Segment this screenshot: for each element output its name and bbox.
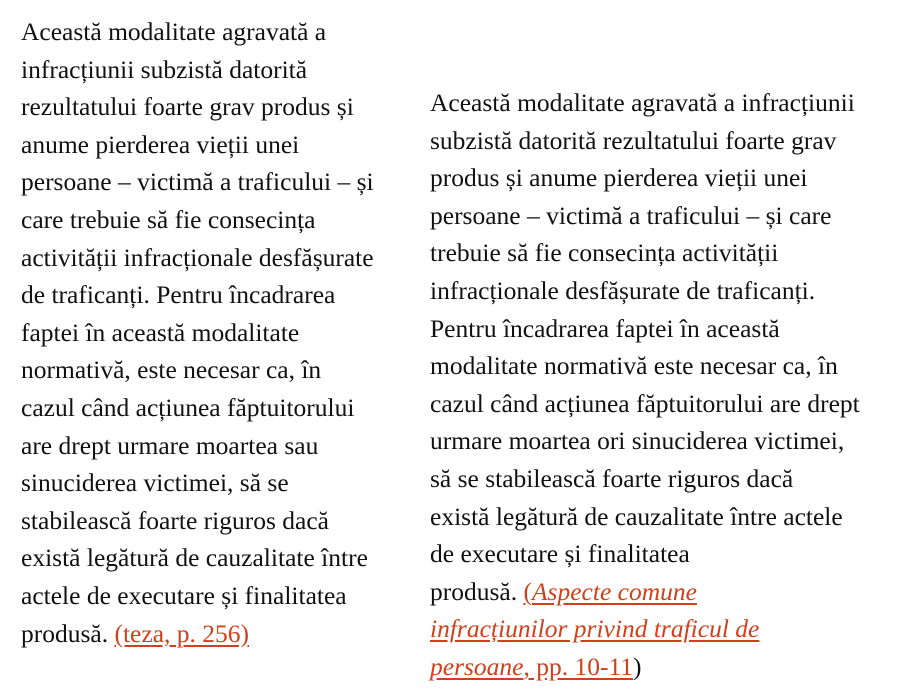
- right-line: cazul când acțiunea făptuitorului are drept: [430, 388, 860, 418]
- left-last-text: produsă.: [21, 618, 115, 648]
- right-line: produs și anume pierderea vieții unei: [430, 163, 808, 193]
- left-last-line: [21, 615, 416, 653]
- right-citation-line-3: [430, 648, 908, 686]
- left-line: actele de executare și finalitatea: [21, 580, 347, 610]
- right-citation-link-cont[interactable]: [430, 614, 759, 643]
- right-citation-line-2: [430, 610, 908, 648]
- left-line: cazul când acțiunea făptuitorului: [21, 392, 355, 422]
- right-citation-link-end[interactable]: [430, 652, 633, 681]
- right-line: Pentru încadrarea faptei în această: [430, 313, 780, 343]
- right-line: să se stabilească foarte riguros dacă: [430, 463, 794, 493]
- right-citation-line-1: [430, 573, 908, 611]
- right-line: există legătură de cauzalitate între actele: [430, 501, 843, 531]
- left-line: rezultatului foarte grav produs și: [21, 92, 354, 122]
- right-line: Această modalitate agravată a infracțiunii: [430, 88, 855, 117]
- left-line: de traficanți. Pentru încadrarea: [21, 280, 336, 310]
- left-line: are drept urmare moartea sau: [21, 430, 319, 460]
- left-line: activității infracționale desfășurate: [21, 242, 374, 272]
- left-line: există legătură de cauzalitate între: [21, 543, 368, 573]
- right-line: persoane – victimă a traficului – și care: [430, 200, 832, 230]
- left-line: sinuciderea victimei, să se: [21, 468, 289, 498]
- right-line: modalitate normativă este necesar ca, în: [430, 351, 838, 381]
- right-line: subzistă datorită rezultatului foarte grav: [430, 125, 837, 155]
- left-line: persoane – victimă a traficului – și: [21, 167, 374, 197]
- left-text-column: [21, 13, 416, 652]
- left-line: faptei în această modalitate: [21, 317, 300, 347]
- citation-title-part-2: infracțiunilor privind traficul de: [430, 614, 760, 644]
- left-citation-link[interactable]: (teza, p. 256): [114, 618, 250, 648]
- right-line: de executare și finalitatea: [430, 539, 690, 569]
- left-line: infracțiunii subzistă datorită: [21, 54, 308, 84]
- right-line: infracționale desfășurate de traficanți.: [430, 275, 816, 305]
- citation-pages: , pp. 10-11: [523, 651, 634, 681]
- left-line: anume pierderea vieții unei: [21, 129, 300, 159]
- left-line: Această modalitate agravată a: [21, 17, 327, 46]
- right-line: urmare moartea ori sinuciderea victimei,: [430, 426, 845, 456]
- right-citation-link[interactable]: [523, 577, 696, 606]
- right-text-column: [430, 84, 908, 686]
- right-line: trebuie să fie consecința activității: [430, 238, 779, 268]
- left-line: stabilească foarte riguros dacă: [21, 505, 329, 535]
- left-line: normativă, este necesar ca, în: [21, 355, 322, 385]
- left-line: care trebuie să fie consecința: [21, 204, 316, 234]
- citation-title-part-1: Aspecte comune: [531, 576, 697, 606]
- citation-title-part-3: persoane: [430, 651, 524, 681]
- citation-open-paren: (: [523, 576, 532, 606]
- right-citation-prefix: produsă.: [430, 576, 524, 606]
- citation-close-paren: ): [633, 651, 642, 681]
